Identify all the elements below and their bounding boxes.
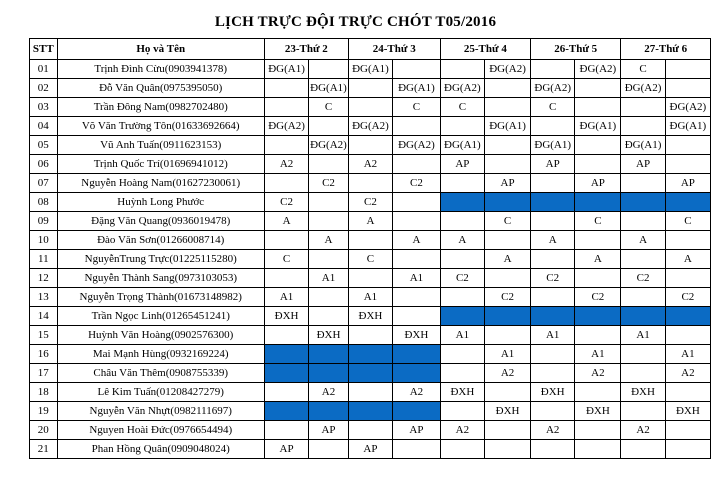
duty-cell: A2 [393, 383, 441, 402]
duty-cell [531, 60, 575, 79]
duty-cell [264, 364, 308, 383]
duty-cell [393, 60, 441, 79]
row-stt: 05 [30, 136, 58, 155]
row-name: Huỳnh Văn Hoàng(0902576300) [57, 326, 264, 345]
duty-cell [485, 383, 531, 402]
duty-cell: AP [440, 155, 484, 174]
duty-cell [348, 174, 392, 193]
duty-cell [264, 231, 308, 250]
table-row [30, 60, 711, 79]
row-stt: 04 [30, 117, 58, 136]
duty-cell [531, 345, 575, 364]
duty-cell: A2 [575, 364, 621, 383]
duty-cell: ĐXH [485, 402, 531, 421]
duty-cell: C2 [665, 288, 710, 307]
duty-cell [621, 402, 665, 421]
row-stt: 15 [30, 326, 58, 345]
duty-cell [393, 288, 441, 307]
duty-cell [485, 421, 531, 440]
duty-cell [621, 440, 665, 459]
table-row [30, 402, 711, 421]
duty-cell: C2 [575, 288, 621, 307]
table-row [30, 364, 711, 383]
duty-cell [575, 269, 621, 288]
duty-cell: ĐG(A2) [575, 60, 621, 79]
duty-cell [309, 440, 349, 459]
duty-cell: C2 [393, 174, 441, 193]
duty-cell [309, 155, 349, 174]
duty-cell [264, 383, 308, 402]
duty-cell [440, 117, 484, 136]
duty-cell [575, 421, 621, 440]
duty-cell [621, 117, 665, 136]
duty-cell: ĐXH [440, 383, 484, 402]
duty-cell: A2 [348, 155, 392, 174]
duty-cell: AP [485, 174, 531, 193]
duty-cell [440, 174, 484, 193]
header-row [30, 39, 711, 60]
duty-cell [621, 364, 665, 383]
duty-cell: ĐG(A1) [309, 79, 349, 98]
duty-cell: ĐG(A1) [531, 136, 575, 155]
duty-cell [575, 383, 621, 402]
duty-cell [440, 364, 484, 383]
duty-cell: A [531, 231, 575, 250]
duty-cell [485, 326, 531, 345]
duty-cell: ĐG(A1) [665, 117, 710, 136]
row-name: Võ Văn Trường Tôn(01633692664) [57, 117, 264, 136]
duty-cell: C [485, 212, 531, 231]
duty-cell [264, 174, 308, 193]
duty-cell [264, 269, 308, 288]
duty-cell [665, 326, 710, 345]
duty-cell [531, 402, 575, 421]
duty-cell [485, 155, 531, 174]
duty-cell: AP [393, 421, 441, 440]
duty-cell [531, 117, 575, 136]
duty-cell [665, 269, 710, 288]
duty-cell: A [348, 212, 392, 231]
duty-cell [621, 193, 665, 212]
duty-cell [440, 60, 484, 79]
duty-cell: A [575, 250, 621, 269]
row-name: Trần Ngọc Linh(01265451241) [57, 307, 264, 326]
duty-cell [485, 136, 531, 155]
table-row [30, 326, 711, 345]
row-stt: 03 [30, 98, 58, 117]
duty-cell: A [440, 231, 484, 250]
duty-cell: C [531, 98, 575, 117]
duty-cell: ĐG(A1) [393, 79, 441, 98]
table-row [30, 79, 711, 98]
duty-cell [531, 288, 575, 307]
duty-cell [485, 307, 531, 326]
duty-cell: C [393, 98, 441, 117]
duty-cell: A2 [309, 383, 349, 402]
duty-cell [621, 212, 665, 231]
duty-cell [440, 212, 484, 231]
duty-cell [348, 136, 392, 155]
row-stt: 10 [30, 231, 58, 250]
duty-cell [393, 155, 441, 174]
duty-cell [665, 421, 710, 440]
duty-cell [575, 307, 621, 326]
row-stt: 06 [30, 155, 58, 174]
table-row [30, 193, 711, 212]
duty-cell [440, 288, 484, 307]
duty-cell: AP [621, 155, 665, 174]
duty-cell: ĐG(A2) [531, 79, 575, 98]
table-row [30, 117, 711, 136]
duty-cell: ĐG(A1) [440, 136, 484, 155]
duty-cell: ĐG(A2) [621, 79, 665, 98]
duty-cell: A1 [665, 345, 710, 364]
duty-cell [575, 193, 621, 212]
table-row [30, 269, 711, 288]
duty-cell: A2 [440, 421, 484, 440]
duty-cell: C [309, 98, 349, 117]
table-row [30, 440, 711, 459]
duty-cell: ĐG(A2) [485, 60, 531, 79]
table-row [30, 212, 711, 231]
duty-cell [309, 307, 349, 326]
duty-cell: ĐXH [393, 326, 441, 345]
duty-cell: C2 [309, 174, 349, 193]
duty-cell: ĐXH [531, 383, 575, 402]
duty-cell [264, 98, 308, 117]
table-row [30, 136, 711, 155]
duty-cell: AP [575, 174, 621, 193]
duty-cell [348, 269, 392, 288]
duty-cell [309, 345, 349, 364]
row-name: Vũ Anh Tuấn(0911623153) [57, 136, 264, 155]
duty-cell [264, 136, 308, 155]
duty-cell [309, 212, 349, 231]
row-stt: 21 [30, 440, 58, 459]
duty-cell: A2 [621, 421, 665, 440]
row-stt: 09 [30, 212, 58, 231]
duty-cell [348, 364, 392, 383]
page-title: LỊCH TRỰC ĐỘI TRỰC CHÓT T05/2016 [214, 14, 497, 30]
row-stt: 19 [30, 402, 58, 421]
duty-cell: A1 [531, 326, 575, 345]
table-row [30, 421, 711, 440]
duty-cell: C2 [264, 193, 308, 212]
duty-cell [485, 193, 531, 212]
duty-cell [309, 117, 349, 136]
table-row [30, 345, 711, 364]
duty-cell: ĐXH [665, 402, 710, 421]
duty-cell [665, 383, 710, 402]
duty-cell: A1 [575, 345, 621, 364]
duty-cell [309, 250, 349, 269]
duty-cell [575, 231, 621, 250]
duty-cell: C [440, 98, 484, 117]
duty-cell [393, 212, 441, 231]
row-name: Trịnh Quốc Trí(01696941012) [57, 155, 264, 174]
duty-cell [309, 193, 349, 212]
row-name: Nguyễn Trọng Thành(01673148982) [57, 288, 264, 307]
duty-cell: C2 [348, 193, 392, 212]
row-name: Lê Kim Tuấn(01208427279) [57, 383, 264, 402]
duty-cell [264, 345, 308, 364]
row-name: Phan Hồng Quân(0909048024) [57, 440, 264, 459]
header-day: 26-Thứ 5 [531, 39, 621, 60]
duty-cell: ĐG(A2) [309, 136, 349, 155]
duty-cell [393, 250, 441, 269]
duty-cell [309, 364, 349, 383]
schedule-body [30, 60, 711, 459]
duty-cell [348, 79, 392, 98]
table-row [30, 288, 711, 307]
duty-cell [531, 440, 575, 459]
duty-cell [531, 307, 575, 326]
duty-cell [575, 326, 621, 345]
duty-cell: C2 [531, 269, 575, 288]
duty-cell [531, 364, 575, 383]
duty-cell: A [264, 212, 308, 231]
duty-cell: C [575, 212, 621, 231]
duty-cell: A1 [309, 269, 349, 288]
row-name: Trịnh Đình Cừu(0903941378) [57, 60, 264, 79]
row-name: Nguyễn Hoàng Nam(01627230061) [57, 174, 264, 193]
duty-cell: A [485, 250, 531, 269]
duty-cell: ĐG(A1) [575, 117, 621, 136]
row-stt: 11 [30, 250, 58, 269]
table-row [30, 174, 711, 193]
row-name: Nguyen Hoài Đức(0976654494) [57, 421, 264, 440]
duty-cell [665, 231, 710, 250]
duty-cell [621, 174, 665, 193]
duty-cell: AP [531, 155, 575, 174]
duty-cell: A2 [665, 364, 710, 383]
duty-cell [621, 250, 665, 269]
row-stt: 16 [30, 345, 58, 364]
duty-cell: ĐXH [264, 307, 308, 326]
row-name: Đặng Văn Quang(0936019478) [57, 212, 264, 231]
row-stt: 02 [30, 79, 58, 98]
row-name: Đỗ Văn Quân(0975395050) [57, 79, 264, 98]
duty-cell [665, 60, 710, 79]
header-name: Họ và Tên [57, 39, 264, 60]
header-day: 27-Thứ 6 [621, 39, 711, 60]
duty-cell [575, 136, 621, 155]
duty-cell [309, 402, 349, 421]
duty-cell [575, 79, 621, 98]
row-stt: 13 [30, 288, 58, 307]
duty-cell [485, 231, 531, 250]
duty-cell [309, 288, 349, 307]
duty-cell: AP [264, 440, 308, 459]
duty-cell [621, 98, 665, 117]
duty-cell [440, 440, 484, 459]
duty-cell [348, 98, 392, 117]
duty-cell [665, 79, 710, 98]
duty-cell: A [621, 231, 665, 250]
duty-cell [393, 364, 441, 383]
row-name: Châu Văn Thêm(0908755339) [57, 364, 264, 383]
duty-cell: ĐG(A1) [264, 60, 308, 79]
duty-cell [665, 440, 710, 459]
duty-cell: C2 [485, 288, 531, 307]
duty-cell: AP [348, 440, 392, 459]
duty-cell [348, 326, 392, 345]
duty-cell: ĐXH [621, 383, 665, 402]
duty-cell [665, 307, 710, 326]
duty-cell: C [264, 250, 308, 269]
header-stt: STT [30, 39, 58, 60]
duty-cell [575, 155, 621, 174]
duty-cell [440, 345, 484, 364]
duty-cell: ĐXH [309, 326, 349, 345]
duty-cell: ĐG(A1) [348, 60, 392, 79]
row-stt: 20 [30, 421, 58, 440]
duty-cell: AP [309, 421, 349, 440]
duty-cell: C [621, 60, 665, 79]
row-stt: 07 [30, 174, 58, 193]
duty-cell: ĐXH [348, 307, 392, 326]
table-row [30, 307, 711, 326]
duty-cell [440, 307, 484, 326]
duty-cell [393, 440, 441, 459]
row-name: NguyễnTrung Trực(01225115280) [57, 250, 264, 269]
duty-cell [621, 345, 665, 364]
duty-cell [264, 326, 308, 345]
duty-cell: A1 [264, 288, 308, 307]
duty-cell [393, 193, 441, 212]
duty-cell: ĐG(A2) [348, 117, 392, 136]
duty-cell: ĐG(A2) [665, 98, 710, 117]
duty-cell [485, 79, 531, 98]
duty-cell: ĐG(A2) [393, 136, 441, 155]
duty-cell [485, 440, 531, 459]
duty-cell: ĐG(A2) [440, 79, 484, 98]
duty-cell [531, 250, 575, 269]
duty-cell [393, 117, 441, 136]
duty-cell: A1 [440, 326, 484, 345]
header-day: 24-Thứ 3 [348, 39, 440, 60]
table-row [30, 98, 711, 117]
row-name: Đào Văn Sơn(01266008714) [57, 231, 264, 250]
duty-cell: A [393, 231, 441, 250]
row-stt: 08 [30, 193, 58, 212]
table-row [30, 383, 711, 402]
duty-cell [575, 440, 621, 459]
duty-cell [440, 402, 484, 421]
duty-cell: A1 [348, 288, 392, 307]
duty-cell [348, 231, 392, 250]
row-name: Trần Đông Nam(0982702480) [57, 98, 264, 117]
duty-cell [264, 421, 308, 440]
duty-cell: ĐG(A1) [621, 136, 665, 155]
row-name: Huỳnh Long Phước [57, 193, 264, 212]
header-day: 25-Thứ 4 [440, 39, 530, 60]
row-name: Nguyễn Thành Sang(0973103053) [57, 269, 264, 288]
row-stt: 01 [30, 60, 58, 79]
duty-cell [531, 193, 575, 212]
duty-cell [348, 383, 392, 402]
duty-cell [348, 345, 392, 364]
duty-cell [665, 155, 710, 174]
row-stt: 18 [30, 383, 58, 402]
duty-cell: AP [665, 174, 710, 193]
duty-cell: C2 [440, 269, 484, 288]
duty-cell: A [309, 231, 349, 250]
duty-cell: ĐG(A1) [485, 117, 531, 136]
duty-cell [665, 193, 710, 212]
table-row [30, 250, 711, 269]
duty-cell: A2 [264, 155, 308, 174]
duty-cell [348, 402, 392, 421]
duty-cell [485, 269, 531, 288]
duty-cell [440, 250, 484, 269]
duty-cell [440, 193, 484, 212]
duty-cell: A1 [621, 326, 665, 345]
row-stt: 14 [30, 307, 58, 326]
duty-cell: C [348, 250, 392, 269]
duty-cell: A [665, 250, 710, 269]
duty-cell [264, 402, 308, 421]
duty-cell: C2 [621, 269, 665, 288]
duty-cell [665, 136, 710, 155]
duty-cell: ĐXH [575, 402, 621, 421]
duty-cell: A1 [485, 345, 531, 364]
table-row [30, 155, 711, 174]
duty-cell [531, 174, 575, 193]
header-day: 23-Thứ 2 [264, 39, 348, 60]
duty-cell [348, 421, 392, 440]
duty-cell [621, 307, 665, 326]
row-stt: 12 [30, 269, 58, 288]
duty-schedule-table [29, 38, 711, 459]
row-name: Mai Mạnh Hùng(0932169224) [57, 345, 264, 364]
table-row [30, 231, 711, 250]
duty-cell [531, 212, 575, 231]
duty-cell [621, 288, 665, 307]
duty-cell: C [665, 212, 710, 231]
duty-cell: A2 [531, 421, 575, 440]
duty-cell: ĐG(A2) [264, 117, 308, 136]
duty-cell [264, 79, 308, 98]
duty-cell [393, 307, 441, 326]
duty-cell [393, 345, 441, 364]
duty-cell: A1 [393, 269, 441, 288]
row-name: Nguyễn Văn Nhựt(0982111697) [57, 402, 264, 421]
duty-cell: A2 [485, 364, 531, 383]
duty-cell [485, 98, 531, 117]
duty-cell [309, 60, 349, 79]
row-stt: 17 [30, 364, 58, 383]
duty-cell [575, 98, 621, 117]
duty-cell [393, 402, 441, 421]
